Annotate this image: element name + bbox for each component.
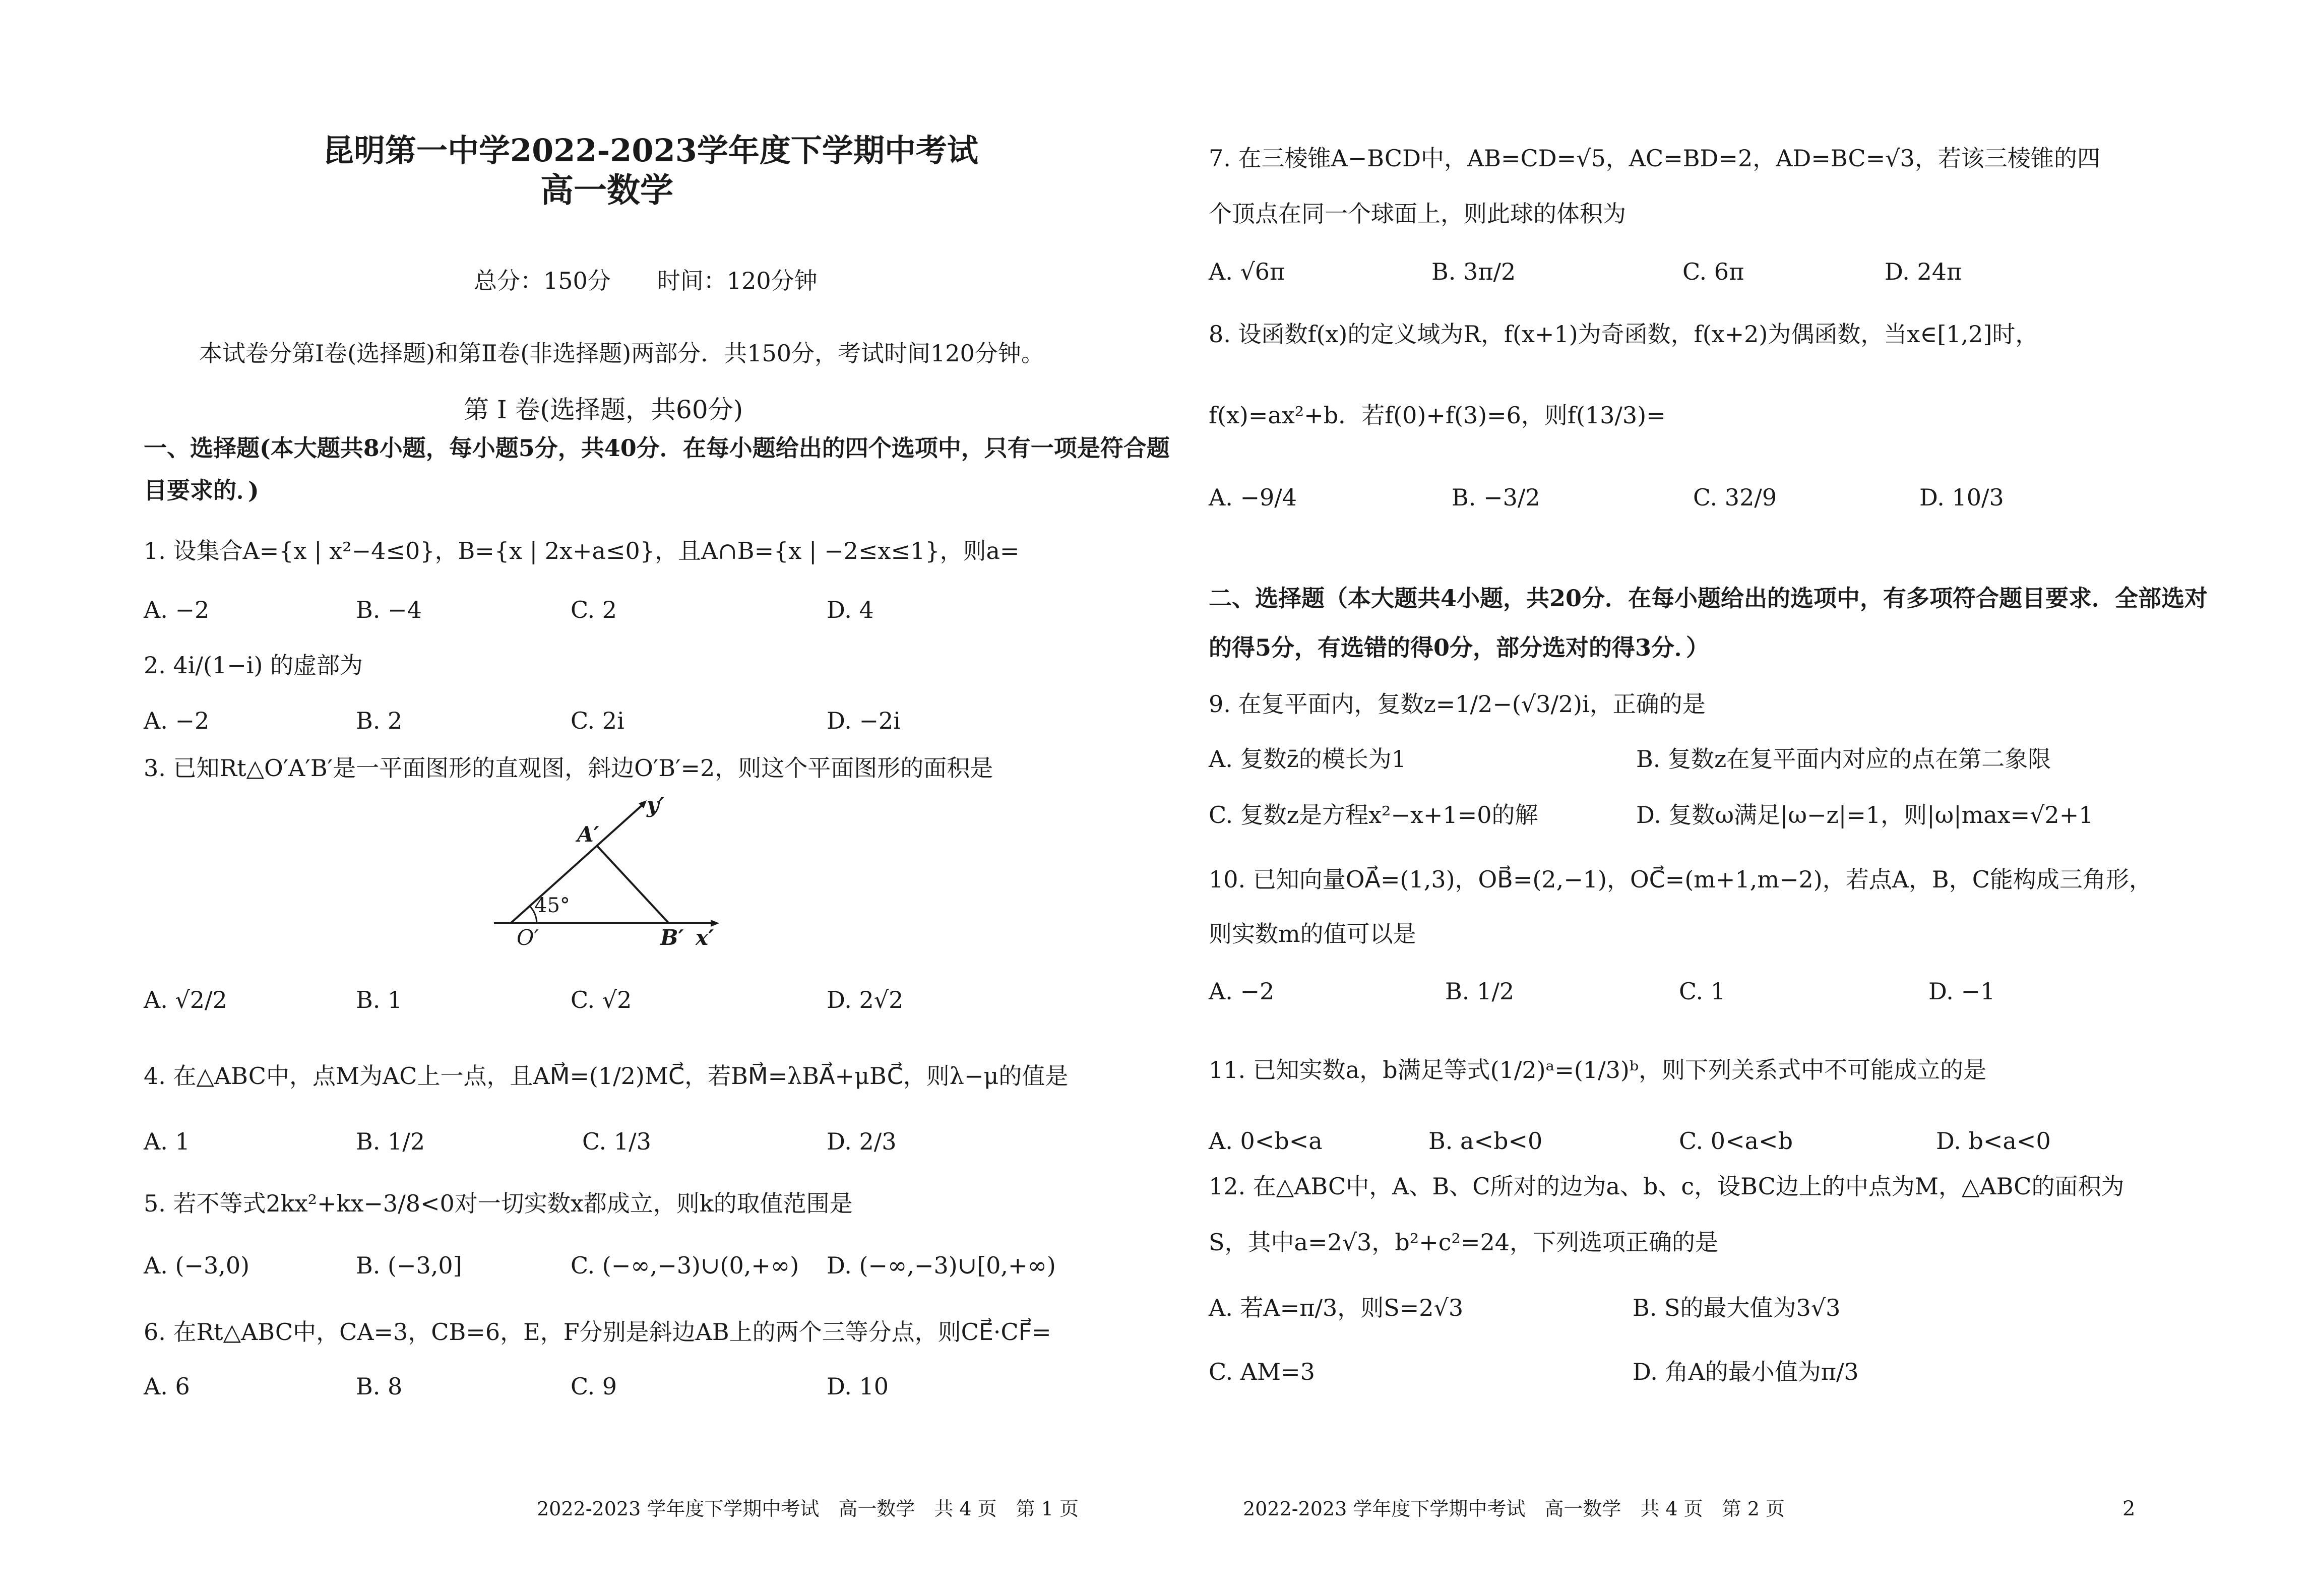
q4-option-c: C. 1/3 (582, 1128, 651, 1155)
q2-option-d: D. −2i (827, 707, 901, 734)
question-10-stem-cont: 则实数m的值可以是 (1209, 920, 1416, 947)
q10-option-a: A. −2 (1209, 978, 1275, 1005)
page-number: 2 (2122, 1497, 2136, 1520)
angle-label: 45° (534, 894, 570, 917)
q8-option-d: D. 10/3 (1919, 484, 2004, 511)
question-2-stem: 2. 4i/(1−i) 的虚部为 (144, 652, 363, 679)
part-1-heading: 第 Ⅰ 卷(选择题，共60分) (464, 395, 743, 424)
q1-option-c: C. 2 (571, 596, 617, 623)
q1-option-b: B. −4 (356, 596, 422, 623)
q9-option-b: B. 复数z在复平面内对应的点在第二象限 (1636, 745, 2051, 773)
question-10-stem: 10. 已知向量OA⃗=(1,3)，OB⃗=(2,−1)，OC⃗=(m+1,m−2)，若点A，B，C能构成三角形， (1209, 866, 2152, 893)
q12-option-c: C. AM=3 (1209, 1358, 1315, 1385)
segment-a-b (597, 846, 669, 923)
q7-option-c: C. 6π (1682, 258, 1744, 285)
q3-option-a: A. √2/2 (144, 986, 227, 1013)
q3-option-c: C. √2 (571, 986, 632, 1013)
q10-option-c: C. 1 (1679, 978, 1726, 1005)
q8-option-a: A. −9/4 (1209, 484, 1297, 511)
q12-option-d: D. 角A的最小值为π/3 (1633, 1358, 1859, 1385)
question-6-stem: 6. 在Rt△ABC中，CA=3，CB=6，E，F分别是斜边AB上的两个三等分点，则CE⃗·CF⃗= (144, 1318, 1051, 1346)
origin-label: O′ (517, 925, 539, 950)
q2-option-c: C. 2i (571, 707, 624, 734)
question-12-stem-cont: S，其中a=2√3，b²+c²=24，下列选项正确的是 (1209, 1229, 1719, 1256)
question-11-stem: 11. 已知实数a，b满足等式(1/2)ᵃ=(1/3)ᵇ，则下列关系式中不可能成立的是 (1209, 1056, 1987, 1083)
question-8-stem: 8. 设函数f(x)的定义域为R，f(x+1)为奇函数，f(x+2)为偶函数，当x∈[1,2]时， (1209, 321, 2039, 348)
q6-option-c: C. 9 (571, 1373, 617, 1400)
q1-option-a: A. −2 (144, 596, 210, 623)
q12-option-a: A. 若A=π/3，则S=2√3 (1209, 1294, 1464, 1321)
q6-option-d: D. 10 (827, 1373, 889, 1400)
exam-title: 昆明第一中学2022-2023学年度下学期中考试 (323, 132, 978, 169)
section-1-heading: 一、选择题(本大题共8小题，每小题5分，共40分．在每小题给出的四个选项中，只有一项是符合题 (144, 434, 1170, 462)
q3-option-d: D. 2√2 (827, 986, 904, 1013)
q6-option-b: B. 8 (356, 1373, 403, 1400)
q3-option-b: B. 1 (356, 986, 403, 1013)
q5-option-c: C. (−∞,−3)∪(0,+∞) (571, 1252, 799, 1279)
y-axis-label: y′ (647, 793, 665, 817)
question-1-stem: 1. 设集合A={x | x²−4≤0}，B={x | 2x+a≤0}，且A∩B={x | −2≤x≤1}，则a= (144, 537, 1020, 564)
q8-option-c: C. 32/9 (1693, 484, 1777, 511)
question-3-stem: 3. 已知Rt△O′A′B′是一平面图形的直观图，斜边O′B′=2，则这个平面图形的面积是 (144, 754, 993, 782)
q4-option-b: B. 1/2 (356, 1128, 425, 1155)
section-2-heading-cont: 的得5分，有选错的得0分，部分选对的得3分．） (1209, 634, 1710, 661)
x-axis-label: x′ (696, 925, 714, 950)
exam-subject: 高一数学 (540, 170, 673, 210)
page-1-footer: 2022-2023 学年度下学期中考试 高一数学 共 4 页 第 1 页 (537, 1498, 1079, 1520)
q11-option-d: D. b<a<0 (1936, 1127, 2051, 1155)
q9-option-a: A. 复数z̄的模长为1 (1209, 745, 1406, 773)
q12-option-b: B. S的最大值为3√3 (1633, 1294, 1841, 1321)
question-5-stem: 5. 若不等式2kx²+kx−3/8<0对一切实数x都成立，则k的取值范围是 (144, 1190, 853, 1217)
q2-option-a: A. −2 (144, 707, 210, 734)
q5-option-b: B. (−3,0] (356, 1252, 462, 1279)
point-b-label: B′ (660, 925, 684, 950)
page-2-footer: 2022-2023 学年度下学期中考试 高一数学 共 4 页 第 2 页 (1243, 1498, 1785, 1520)
q10-option-d: D. −1 (1928, 978, 1995, 1005)
q2-option-b: B. 2 (356, 707, 403, 734)
exam-intro: 本试卷分第Ⅰ卷(选择题)和第Ⅱ卷(非选择题)两部分．共150分，考试时间120分钟。 (199, 340, 1044, 367)
exam-meta: 总分：150分 时间：120分钟 (474, 267, 818, 294)
q7-option-a: A. √6π (1209, 258, 1285, 285)
q10-option-b: B. 1/2 (1445, 978, 1515, 1005)
q8-option-b: B. −3/2 (1452, 484, 1540, 511)
q4-option-a: A. 1 (144, 1128, 190, 1155)
exam-page-2 (1157, 0, 2314, 1596)
q7-option-b: B. 3π/2 (1431, 258, 1516, 285)
question-4-stem: 4. 在△ABC中，点M为AC上一点，且AM⃗=(1/2)MC⃗，若BM⃗=λBA⃗+μBC⃗，则λ−μ的值是 (144, 1062, 1069, 1090)
q11-option-a: A. 0<b<a (1209, 1127, 1323, 1155)
question-9-stem: 9. 在复平面内，复数z=1/2−(√3/2)i，正确的是 (1209, 690, 1706, 718)
q5-option-d: D. (−∞,−3)∪[0,+∞) (827, 1252, 1056, 1279)
question-7-stem-cont: 个顶点在同一个球面上，则此球的体积为 (1209, 200, 1626, 227)
q11-option-c: C. 0<a<b (1679, 1127, 1793, 1155)
section-1-heading-cont: 目要求的．) (144, 477, 259, 504)
q7-option-d: D. 24π (1885, 258, 1962, 285)
q9-option-c: C. 复数z是方程x²−x+1=0的解 (1209, 801, 1538, 828)
q6-option-a: A. 6 (144, 1373, 190, 1400)
question-12-stem: 12. 在△ABC中，A、B、C所对的边为a、b、c，设BC边上的中点为M，△ABC的面积为 (1209, 1173, 2124, 1200)
point-a-label: A′ (577, 822, 599, 847)
oblique-projection-figure (486, 791, 728, 957)
section-2-heading: 二、选择题（本大题共4小题，共20分．在每小题给出的选项中，有多项符合题目要求．全部选对 (1209, 585, 2208, 612)
q1-option-d: D. 4 (827, 596, 874, 623)
q9-option-d: D. 复数ω满足|ω−z|=1，则|ω|max=√2+1 (1636, 801, 2094, 828)
q4-option-d: D. 2/3 (827, 1128, 897, 1155)
question-8-stem-cont: f(x)=ax²+b．若f(0)+f(3)=6，则f(13/3)= (1209, 402, 1666, 429)
question-7-stem: 7. 在三棱锥A−BCD中，AB=CD=√5，AC=BD=2，AD=BC=√3，若该三棱锥的四 (1209, 145, 2100, 172)
q11-option-b: B. a<b<0 (1428, 1127, 1543, 1155)
q5-option-a: A. (−3,0) (144, 1252, 250, 1279)
